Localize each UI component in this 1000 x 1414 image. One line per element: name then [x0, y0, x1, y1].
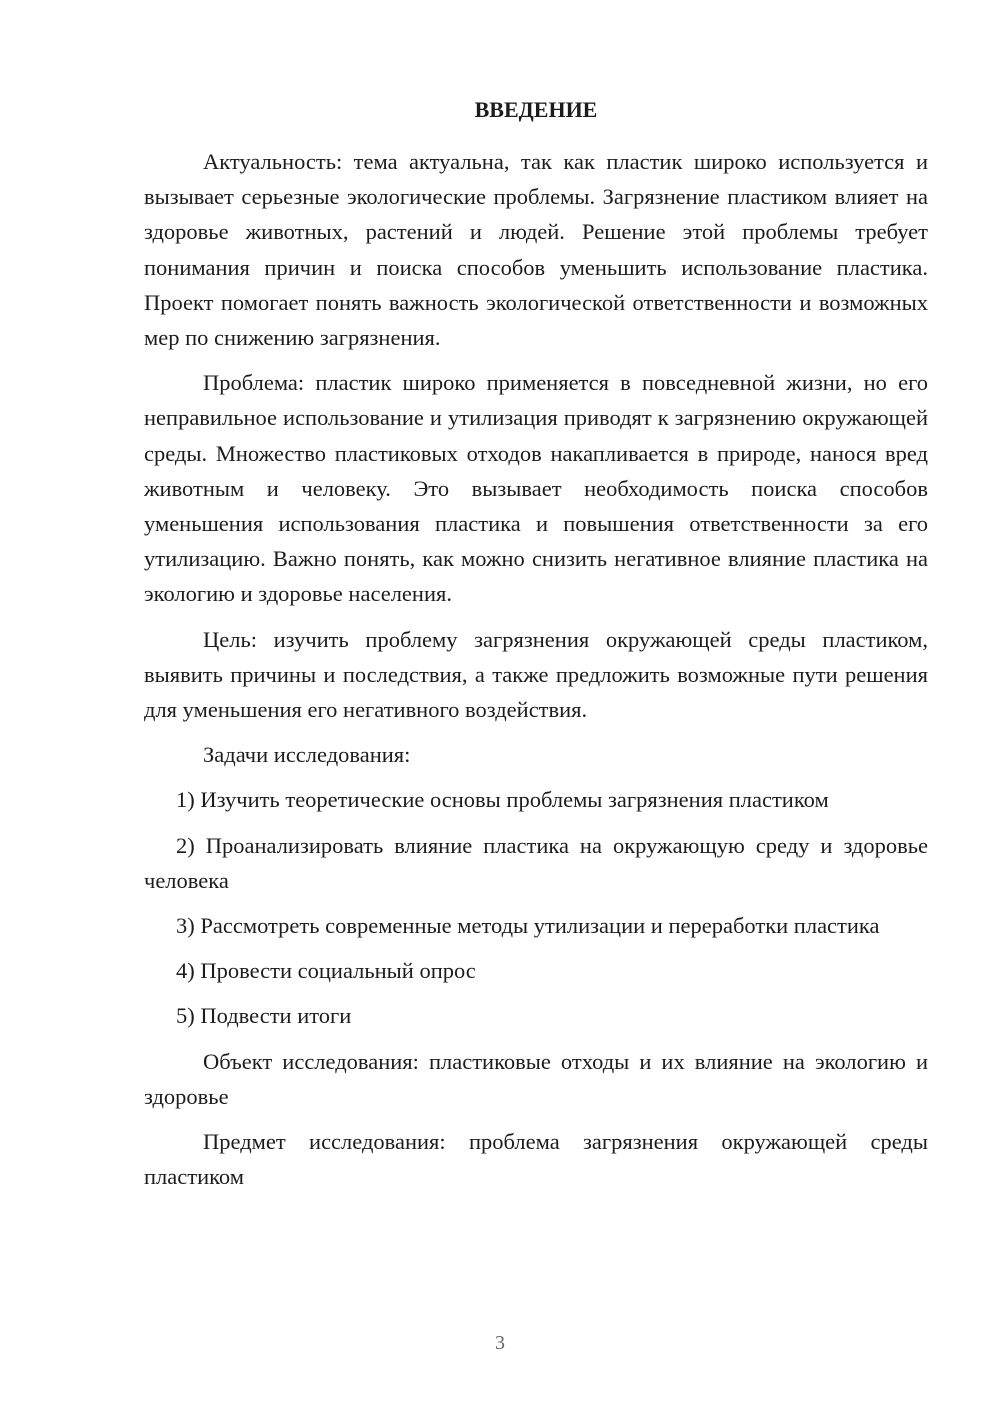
task-item-2: 2) Проанализировать влияние пластика на окружающую среду и здоровье человека: [144, 832, 928, 893]
page-number: 3: [495, 1332, 505, 1354]
paragraph-relevance: Актуальность: тема актуальна, так как пластик широко используется и вызывает серьезные экологические проблемы. Загрязнение пластиком влияет на здоровье животных, растений и людей. Решение этой проблемы требует понимания причин и поиска способов уменьшить использование пластика. Проект помогает понять важность экологической ответственности и возможных мер по снижению загрязнения.: [144, 149, 928, 351]
paragraph-problem: Проблема: пластик широко применяется в повседневной жизни, но его неправильное использование и утилизация приводят к загрязнению окружающей среды. Множество пластиковых отходов накапливается в природе, нанося вред животным и человеку. Это вызывает необходимость поиска способов уменьшения использования пластика и повышения ответственности за его утилизацию. Важно понять, как можно снизить негативное влияние пластика на экологию и здоровье населения.: [144, 370, 928, 607]
task-item-5: 5) Подвести итоги: [176, 1003, 352, 1029]
tasks-heading: Задачи исследования:: [203, 742, 411, 768]
task-item-1: 1) Изучить теоретические основы проблемы загрязнения пластиком: [176, 787, 829, 813]
task-item-3: 3) Рассмотреть современные методы утилизации и переработки пластика: [176, 913, 880, 939]
task-item-4: 4) Провести социальный опрос: [176, 958, 476, 984]
page-title: ВВЕДЕНИЕ: [474, 97, 598, 122]
paragraph-goal: Цель: изучить проблему загрязнения окружающей среды пластиком, выявить причины и последствия, а также предложить возможные пути решения для уменьшения его негативного воздействия.: [144, 626, 928, 723]
paragraph-object: Объект исследования: пластиковые отходы и их влияние на экологию и здоровье: [144, 1048, 928, 1109]
paragraph-subject: Предмет исследования: проблема загрязнения окружающей среды пластиком: [144, 1129, 928, 1190]
document-page: [144, 94, 928, 1204]
